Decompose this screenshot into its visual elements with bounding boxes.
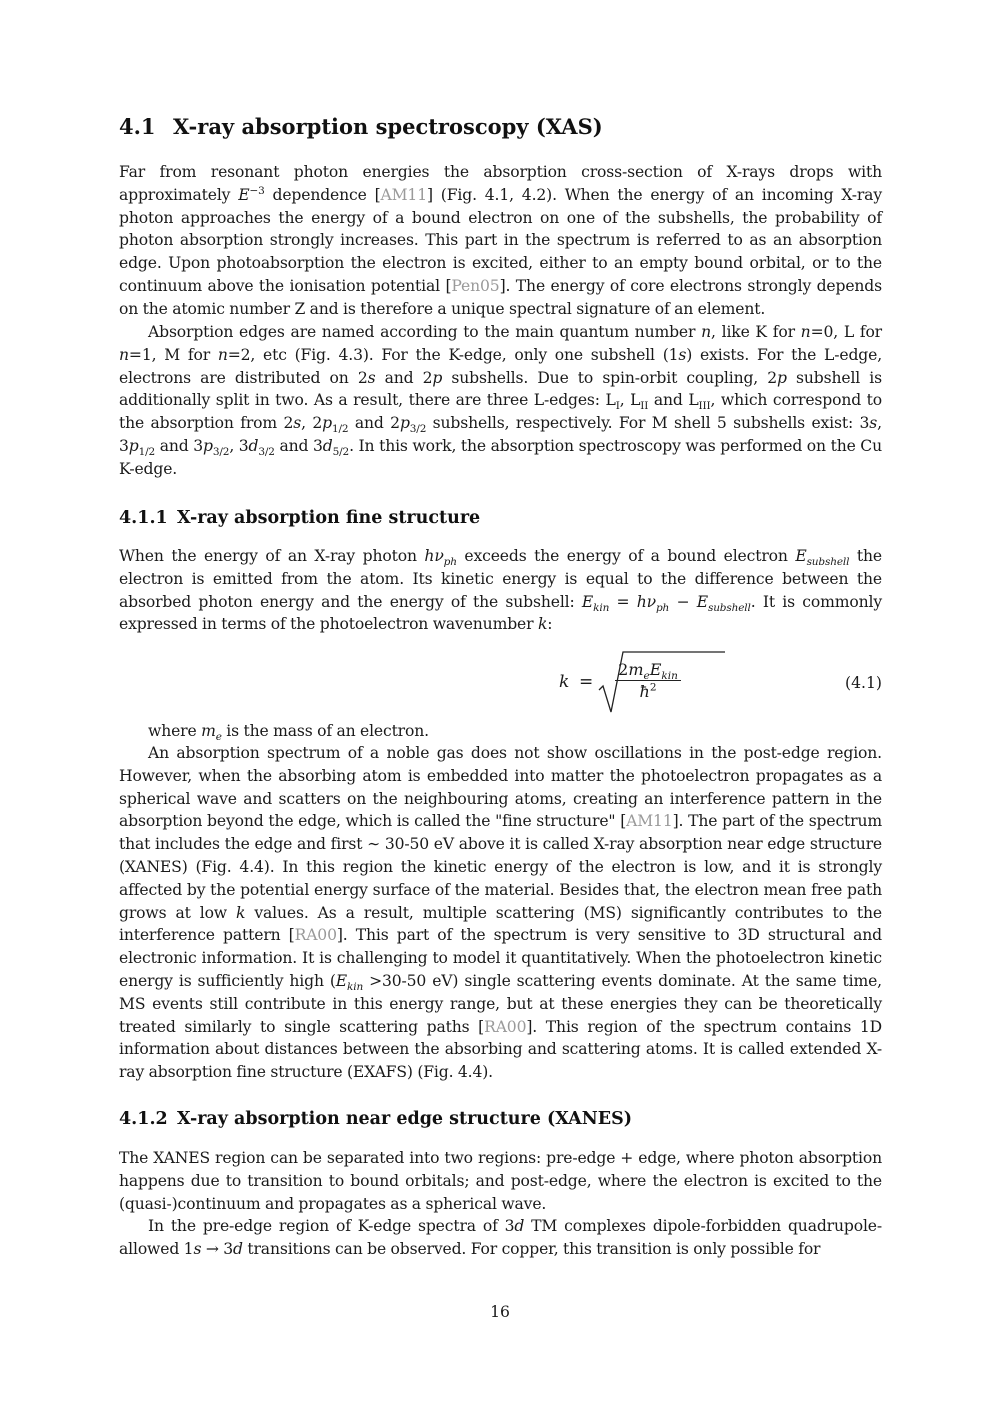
subsection-heading bbox=[119, 508, 480, 528]
subsection-heading bbox=[119, 1109, 632, 1129]
citation-link[interactable]: AM11 bbox=[626, 812, 673, 831]
paragraph-where: where $m_e$ is the mass of an electron. bbox=[148, 722, 429, 744]
paragraph-spectrum: An absorption spectrum of a noble gas does not show oscillations in the post-edge region. However, when the absorbing atom is embedded into matter the photoelectron propagates as a spherical wave and scatters on the neighbouring atoms, creating an interference pattern in the absorption beyond the edge, which is called the "fine structure" [AM11]. The part of the spectrum that includes the edge and first ∼ 30-50 eV above it is called X-ray absorption near edge structure (XANES) (Fig. 4.4). In this region the kinetic energy of the electron is low, and it is strongly affected by the potential energy surface of the material. Besides that, the electron mean free path grows at low k values. As a result, multiple scattering (MS) significantly contributes to the interference pattern [RA00]. This part of the spectrum is very sensitive to 3D structural and electronic information. It is challenging to model it quantitatively. When the photoelectron kinetic energy is sufficiently high ($E_{kin} >30-50$ eV) single scattering events dominate. At the same time, MS events still contribute in this energy range, but at these energies they can be theoretically treated similarly to single scattering paths [RA00]. This region of the spectrum contains 1D information about distances between the absorbing and scattering atoms. It is called extended X-ray absorption fine structure (EXAFS) (Fig. 4.4). bbox=[119, 744, 883, 1082]
section-number: 4.1 bbox=[119, 114, 156, 139]
equals-sign: = bbox=[579, 672, 594, 692]
paragraph-xanes: The XANES region can be separated into two regions: pre-edge + edge, where photon absorption happens due to transition to bound orbitals; and post-edge, where the electron is excited to the (quasi-)continuum and propagates as a spherical wave. bbox=[119, 1149, 882, 1213]
citation-link[interactable]: AM11 bbox=[380, 185, 427, 204]
subsection-title: X-ray absorption near edge structure (XANES) bbox=[177, 1109, 633, 1129]
citation-link[interactable]: RA00 bbox=[294, 926, 337, 945]
equation-lhs: k bbox=[559, 672, 570, 692]
subsection-title: X-ray absorption fine structure bbox=[177, 508, 481, 528]
section-heading bbox=[119, 114, 603, 139]
citation-link[interactable]: RA00 bbox=[484, 1017, 527, 1036]
paragraph-edges: Absorption edges are named according to the main quantum number n, like K for n=0, L for n=1, M for n=2, etc (Fig. 4.3). For the K-edge, only one subshell (1s) exists. For the L-edge, electrons are distributed on 2s and 2p subshells. Due to spin-orbit coupling, 2p subshell is additionally split in two. As a result, there are three L-edges: $L_I$, $L_{II}$ and $L_{III}$, which correspond to the absorption from 2s, $2p_{1/2}$ and $2p_{3/2}$ subshells, respectively. For M shell 5 subshells exist: 3s, $3p_{1/2}$ and $3p_{3/2}$, $3d_{3/2}$ and $3d_{5/2}$. In this work, the absorption spectroscopy was performed on the Cu K-edge. bbox=[119, 323, 883, 478]
fraction-numerator: $2m_eE_{kin}$ bbox=[615, 660, 681, 681]
fraction bbox=[615, 660, 681, 701]
equation-number: (4.1) bbox=[845, 674, 882, 692]
citation-link[interactable]: Pen05 bbox=[451, 276, 500, 295]
section-title: X-ray absorption spectroscopy (XAS) bbox=[173, 114, 603, 139]
subsection-number: 4.1.2 bbox=[119, 1109, 168, 1129]
fraction-denominator: $ħ^2$ bbox=[639, 681, 657, 701]
paragraph-fine-structure: When the energy of an X-ray photon $h\nu_{ph}$ exceeds the energy of a bound electron $E_{subshell}$ the electron is emitted from the atom. Its kinetic energy is equal to the difference between the absorbed photon energy and the energy of the subshell: $E_{kin} = h\nu_{ph} - E_{subshell}$. It is commonly expressed in terms of the photoelectron wavenumber k: bbox=[119, 547, 882, 634]
page-number: 16 bbox=[490, 1303, 510, 1321]
subsection-number: 4.1.1 bbox=[119, 508, 168, 528]
paragraph-intro: Far from resonant photon energies the absorption cross-section of X-rays drops with approximately $E^{-3}$ dependence [AM11] (Fig. 4.1, 4.2). When the energy of an incoming X-ray photon approaches the energy of a bound electron on one of the subshells, the probability of photon absorption strongly increases. This part in the spectrum is referred to as an absorption edge. Upon photoabsorption the electron is excited, either to an empty bound orbital, or to the continuum above the ionisation potential [Pen05]. The energy of core electrons strongly depends on the atomic number Z and is therefore a unique spectral signature of an element. bbox=[119, 163, 882, 318]
paragraph-pre-edge: In the pre-edge region of K-edge spectra of 3d TM complexes dipole-forbidden quadrupole-allowed 1s → 3d transitions can be observed. For copper, this transition is only possible for bbox=[119, 1217, 882, 1258]
equation-4-1 bbox=[119, 650, 882, 716]
